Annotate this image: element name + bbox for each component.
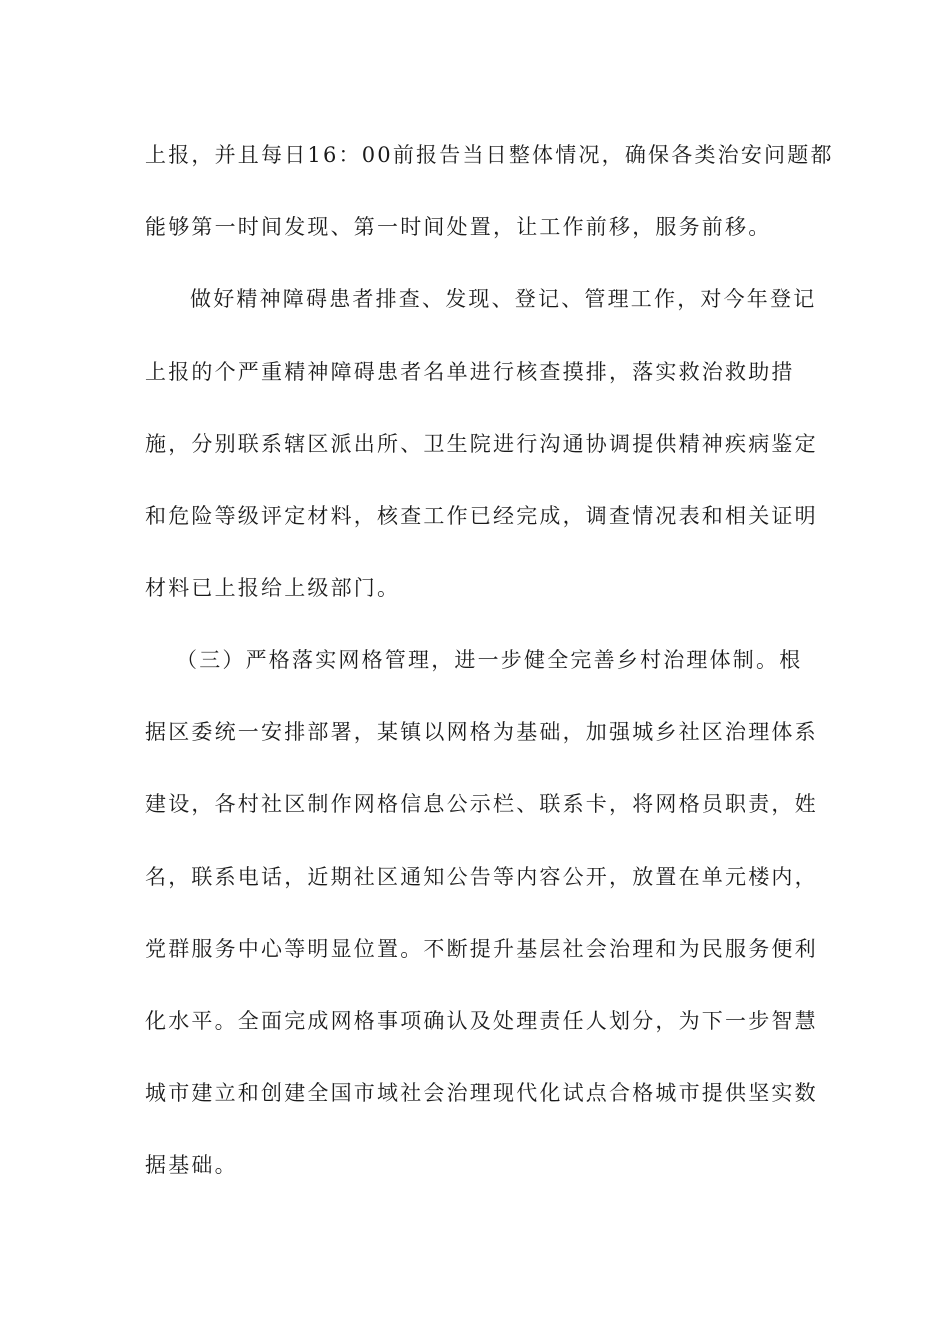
text-line: 和危险等级评定材料，核查工作已经完成，调查情况表和相关证明 [145, 504, 818, 528]
section-heading-line: （三）严格落实网格管理，进一步健全完善乡村治理体制。根 [176, 648, 803, 672]
text-line: 据区委统一安排部署，某镇以网格为基础，加强城乡社区治理体系 [145, 720, 818, 744]
text-line: 能够第一时间发现、第一时间处置，让工作前移，服务前移。 [145, 215, 772, 239]
text-line: 施，分别联系辖区派出所、卫生院进行沟通协调提供精神疾病鉴定 [145, 432, 818, 456]
text-line: 上报的个严重精神障碍患者名单进行核查摸排，落实救治救助措 [145, 360, 795, 384]
text-line: 化水平。全面完成网格事项确认及处理责任人划分，为下一步智慧 [145, 1009, 818, 1033]
text-line: 材料已上报给上级部门。 [145, 576, 401, 600]
text-line: 建设，各村社区制作网格信息公示栏、联系卡，将网格员职责，姓 [145, 792, 818, 816]
paragraph-start-line: 做好精神障碍患者排查、发现、登记、管理工作，对今年登记 [190, 287, 817, 311]
text-line: 据基础。 [145, 1153, 238, 1177]
text-line: 城市建立和创建全国市域社会治理现代化试点合格城市提供坚实数 [145, 1081, 818, 1105]
text-line: 上报，并且每日16：00前报告当日整体情况，确保各类治安问题都 [145, 143, 834, 167]
text-line: 党群服务中心等明显位置。不断提升基层社会治理和为民服务便利 [145, 937, 818, 961]
text-line: 名，联系电话，近期社区通知公告等内容公开，放置在单元楼内， [145, 865, 818, 889]
